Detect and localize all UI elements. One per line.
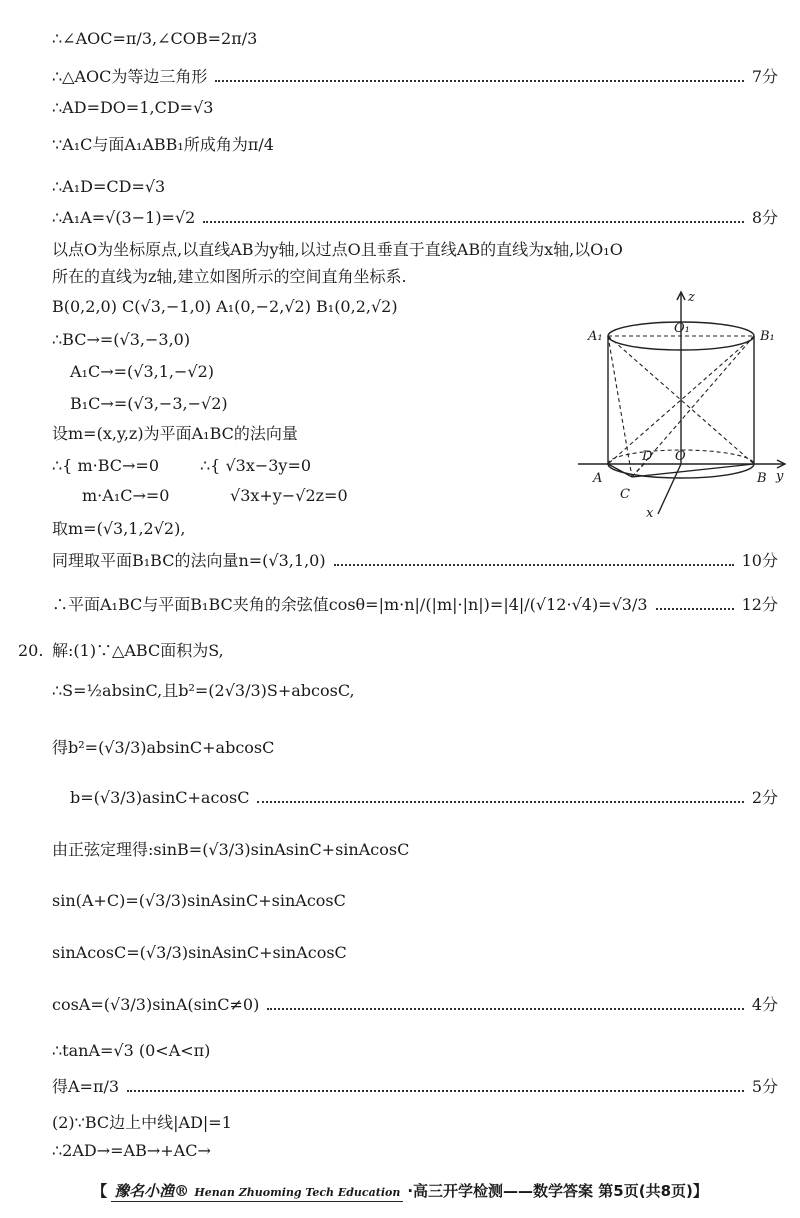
label-z: z xyxy=(688,290,695,305)
score-10: 10分 xyxy=(741,551,778,570)
line-a1c-angle: ∵A₁C与面A₁ABB₁所成角为π/4 xyxy=(52,135,274,154)
line-a-value-text: 得A=π/3 xyxy=(52,1077,120,1096)
line-system-1a: ∴{ m·BC→=0 xyxy=(52,456,159,475)
line-vector-bc: ∴BC→=(√3,−3,0) xyxy=(52,330,191,349)
leader-dots xyxy=(203,221,743,223)
line-take-m: 取m=(√3,1,2√2), xyxy=(52,519,186,538)
leader-dots xyxy=(656,608,734,610)
label-o1: O₁ xyxy=(674,321,690,336)
leader-dots xyxy=(267,1008,743,1010)
line-coord-setup-2: 所在的直线为z轴,建立如图所示的空间直角坐标系. xyxy=(52,267,407,286)
line-normal-n xyxy=(52,550,778,572)
label-b1: B₁ xyxy=(760,329,775,344)
line-cos-theta xyxy=(52,594,778,616)
line-vector-b1c: B₁C→=(√3,−3,−√2) xyxy=(70,394,228,413)
label-d: D xyxy=(642,449,653,464)
line-cos-a xyxy=(52,994,778,1016)
line-system-2b: √3x+y−√2z=0 xyxy=(230,486,348,505)
line-b-squared: 得b²=(√3/3)absinC+abcosC xyxy=(52,738,275,757)
line-a1a-text: ∴A₁A=√(3−1)=√2 xyxy=(52,208,196,227)
line-ad-do: ∴AD=DO=1,CD=√3 xyxy=(52,98,214,117)
label-a1: A₁ xyxy=(588,329,603,344)
label-y: y xyxy=(776,469,784,484)
footer-bracket-left: 【 xyxy=(92,1182,108,1200)
line-sina-cosc: sinAcosC=(√3/3)sinAsinC+sinAcosC xyxy=(52,943,347,962)
brand-logo xyxy=(111,1180,403,1202)
leader-dots xyxy=(215,80,743,82)
score-12: 12分 xyxy=(741,595,778,614)
line-cos-a-text: cosA=(√3/3)sinA(sinC≠0) xyxy=(52,995,260,1014)
score-7: 7分 xyxy=(751,67,778,86)
line-equilateral-text: ∴△AOC为等边三角形 xyxy=(52,67,208,86)
label-o: O xyxy=(675,449,686,464)
line-sin-a-plus-c: sin(A+C)=(√3/3)sinAsinC+sinAcosC xyxy=(52,891,346,910)
score-4: 4分 xyxy=(751,995,778,1014)
brand-subtitle: Henan Zhuoming Tech Education xyxy=(194,1186,401,1199)
line-system-1b: m·A₁C→=0 xyxy=(82,486,170,505)
label-c: C xyxy=(620,487,630,502)
line-coord-setup-1: 以点O为坐标原点,以直线AB为y轴,以过点O且垂直于直线AB的直线为x轴,以O₁O xyxy=(52,240,623,259)
line-normal-m: 设m=(x,y,z)为平面A₁BC的法向量 xyxy=(52,424,298,443)
line-normal-n-text: 同理取平面B₁BC的法向量n=(√3,1,0) xyxy=(52,551,326,570)
footer-page: 第5页(共8页) xyxy=(598,1182,693,1200)
line-equilateral xyxy=(52,66,778,88)
line-points: B(0,2,0) C(√3,−1,0) A₁(0,−2,√2) B₁(0,2,√2) xyxy=(52,297,398,316)
cylinder-figure xyxy=(578,288,790,520)
c-b-segment xyxy=(632,464,754,477)
line-area-formula: ∴S=½absinC,且b²=(2√3/3)S+abcosC, xyxy=(52,681,355,700)
brand-name: 豫名小渔® xyxy=(114,1182,190,1200)
line-a1d: ∴A₁D=CD=√3 xyxy=(52,177,166,196)
score-5: 5分 xyxy=(751,1077,778,1096)
line-vector-a1c: A₁C→=(√3,1,−√2) xyxy=(70,362,215,381)
line-system-2a: ∴{ √3x−3y=0 xyxy=(200,456,312,475)
line-b-expression xyxy=(70,787,778,809)
label-a: A xyxy=(593,471,603,486)
leader-dots xyxy=(127,1090,744,1092)
line-b-expression-text: b=(√3/3)asinC+acosC xyxy=(70,788,250,807)
score-8: 8分 xyxy=(751,208,778,227)
line-sine-law: 由正弦定理得:sinB=(√3/3)sinAsinC+sinAcosC xyxy=(52,840,410,859)
line-a1a xyxy=(52,207,778,229)
footer-bracket-right: 】 xyxy=(692,1182,708,1200)
line-part-2: (2)∵BC边上中线|AD|=1 xyxy=(52,1113,232,1132)
line-cos-theta-text: ∴平面A₁BC与平面B₁BC夹角的余弦值cosθ=|m·n|/(|m|·|n|)=|4|/(√12·√4)=√3/3 xyxy=(52,595,648,614)
label-x: x xyxy=(646,506,654,520)
line-vector-ad: ∴2AD→=AB→+AC→ xyxy=(52,1141,211,1160)
footer-title: ·高三开学检测——数学答案 xyxy=(407,1182,594,1200)
label-b: B xyxy=(757,471,767,486)
page-footer xyxy=(0,1180,800,1202)
score-2: 2分 xyxy=(751,788,778,807)
leader-dots xyxy=(257,801,743,803)
leader-dots xyxy=(334,564,734,566)
line-a-value xyxy=(52,1076,778,1098)
a-c-segment xyxy=(608,464,632,477)
line-q20-intro: 解:(1)∵△ABC面积为S, xyxy=(52,641,224,660)
line-tan-a: ∴tanA=√3 (0<A<π) xyxy=(52,1041,211,1060)
question-number-20: 20. xyxy=(18,641,44,660)
line-angle-aoc: ∴∠AOC=π/3,∠COB=2π/3 xyxy=(52,29,258,48)
